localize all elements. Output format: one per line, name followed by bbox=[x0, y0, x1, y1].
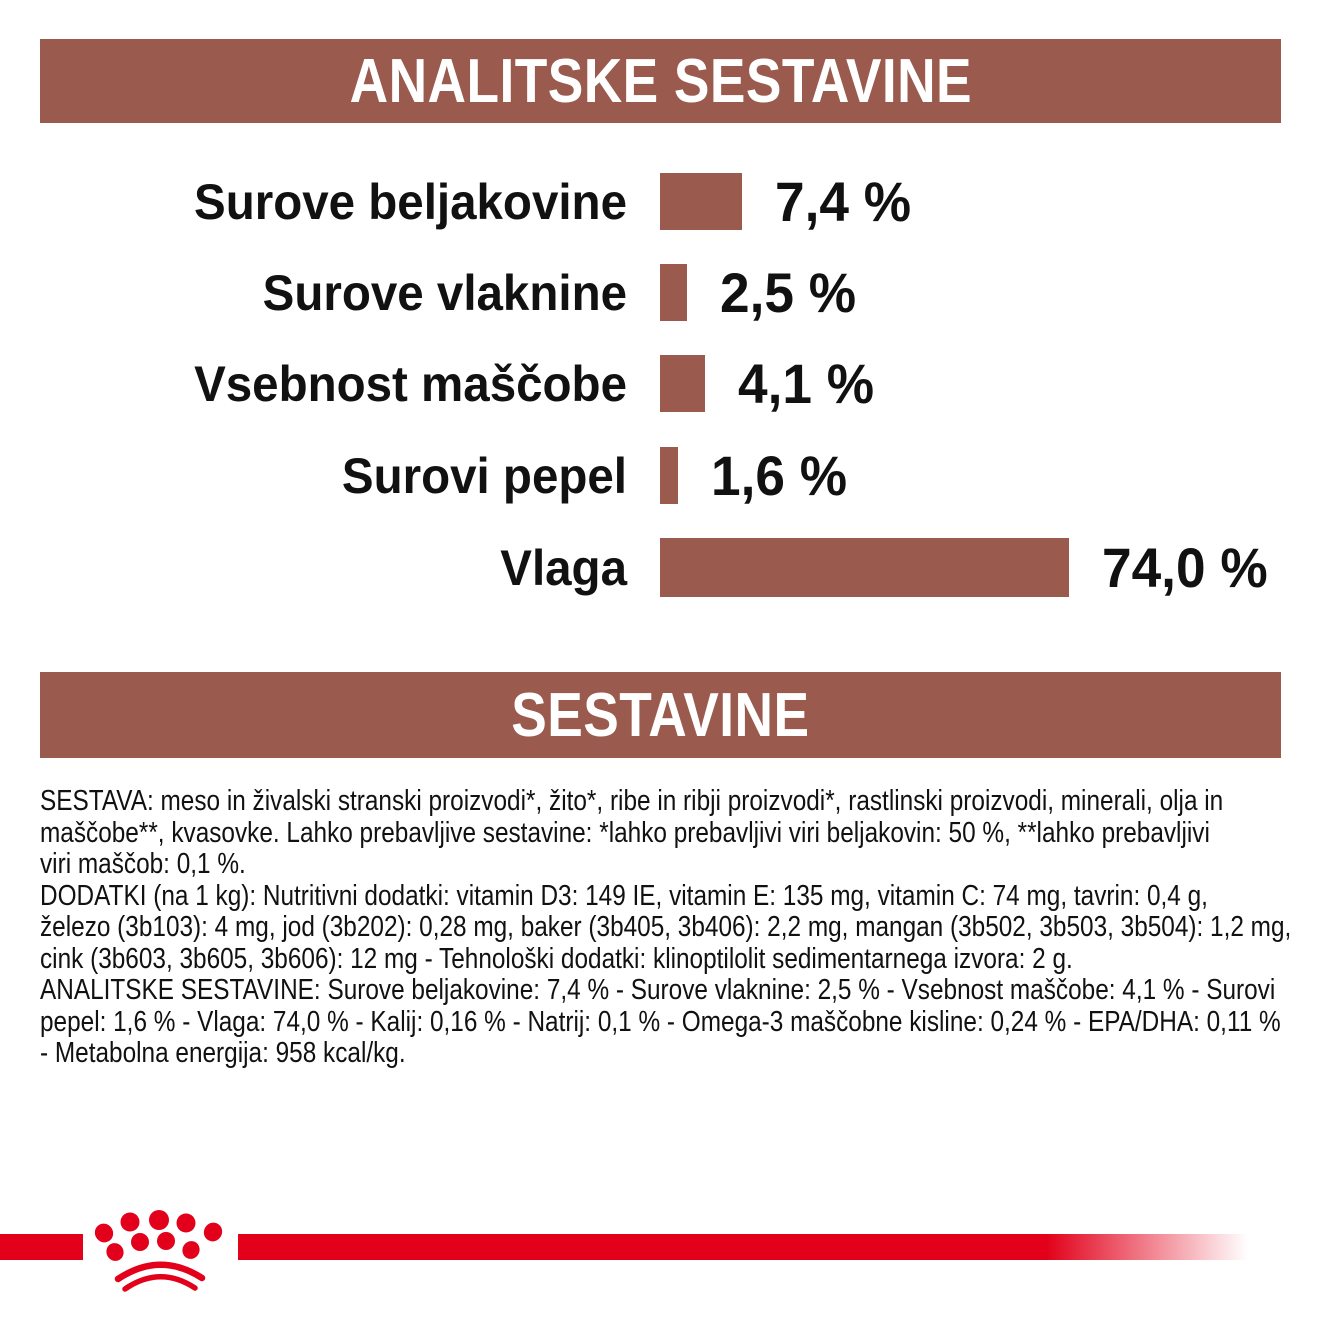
ingredients-text-line: SESTAVA: meso in živalski stranski proizvodi*, žito*, ribe in ribji proizvodi*, rastlinski proizvodi, minerali, olja in bbox=[40, 785, 1224, 817]
chart-row bbox=[40, 261, 863, 324]
chart-row-value: 7,4 % bbox=[775, 170, 912, 233]
chart-row bbox=[40, 170, 918, 233]
chart-row bbox=[40, 444, 854, 507]
chart-bar bbox=[660, 538, 1069, 597]
chart-row-value: 74,0 % bbox=[1102, 536, 1268, 599]
section-header-analytical bbox=[40, 39, 1281, 123]
chart-row-label: Surove beljakovine bbox=[194, 173, 627, 230]
chart-row-value: 1,6 % bbox=[711, 444, 848, 507]
ingredients-text-line: viri maščob: 0,1 %. bbox=[40, 848, 246, 880]
section-header-ingredients bbox=[40, 672, 1281, 758]
red-divider-line-left bbox=[0, 1234, 83, 1260]
chart-bar bbox=[660, 447, 678, 504]
section-header-ingredients-text: SESTAVINE bbox=[511, 680, 810, 750]
chart-bar bbox=[660, 355, 705, 412]
chart-row-label: Vsebnost maščobe bbox=[194, 355, 627, 412]
chart-row-value: 4,1 % bbox=[738, 352, 875, 415]
chart-row bbox=[40, 538, 1276, 597]
ingredients-text-line: pepel: 1,6 % - Vlaga: 74,0 % - Kalij: 0,16 % - Natrij: 0,1 % - Omega-3 maščobne kisline: 0,24 % - EPA/DHA: 0,11 % bbox=[40, 1005, 1281, 1038]
red-divider-line-right bbox=[238, 1234, 1248, 1260]
chart-bar bbox=[660, 173, 742, 230]
chart-row-label: Surovi pepel bbox=[341, 447, 627, 504]
ingredients-text-line: maščobe**, kvasovke. Lahko prebavljive sestavine: *lahko prebavljivi viri beljakovin: 50 %, **lahko prebavljivi bbox=[40, 816, 1210, 849]
chart-row-label: Surove vlaknine bbox=[262, 264, 627, 321]
chart-row-label: Vlaga bbox=[500, 539, 627, 596]
ingredients-text-line: ANALITSKE SESTAVINE: Surove beljakovine: 7,4 % - Surove vlaknine: 2,5 % - Vsebnost maščobe: 4,1 % - Surovi bbox=[40, 974, 1276, 1006]
royal-canin-crown-icon bbox=[88, 1205, 234, 1305]
ingredients-text-line: železo (3b103): 4 mg, jod (3b202): 0,28 mg, baker (3b405, 3b406): 2,2 mg, mangan (3b502, 3b503, 3b504): 1,2 mg, bbox=[40, 911, 1292, 943]
ingredients-text-line: DODATKI (na 1 kg): Nutritivni dodatki: vitamin D3: 149 IE, vitamin E: 135 mg, vitamin C: 74 mg, tavrin: 0,4 g, bbox=[40, 879, 1208, 912]
ingredients-text-line: cink (3b603, 3b605, 3b606): 12 mg - Tehnološki dodatki: klinoptilolit sedimentarnega izvora: 2 g. bbox=[40, 942, 1073, 975]
section-header-analytical-text: ANALITSKE SESTAVINE bbox=[349, 46, 972, 116]
chart-row bbox=[40, 352, 881, 415]
ingredients-text-block bbox=[40, 785, 1292, 1070]
ingredients-text-line: - Metabolna energija: 958 kcal/kg. bbox=[40, 1037, 406, 1069]
chart-row-value: 2,5 % bbox=[720, 261, 857, 324]
chart-bar bbox=[660, 264, 687, 321]
